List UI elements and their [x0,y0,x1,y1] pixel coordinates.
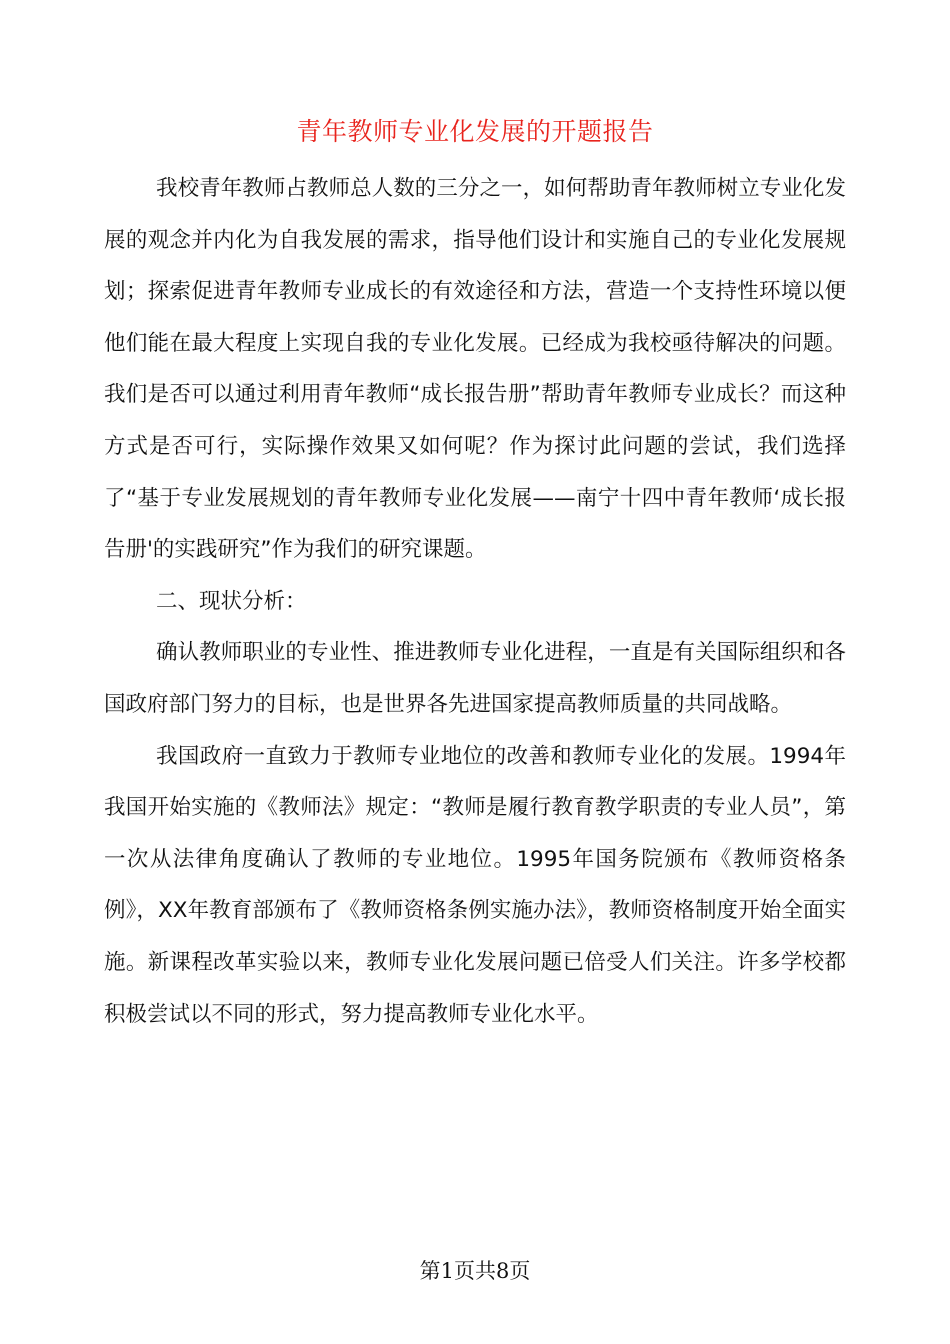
section-heading-status-analysis: 二、现状分析： [156,588,307,614]
document-title: 青年教师专业化发展的开题报告 [296,117,654,146]
paragraph-international-goal: 确认教师职业的专业性、推进教师专业化进程，一直是有关国际组织和各国政府部门努力的目标，也是世界各先进国家提高教师质量的共同战略。 [104,640,846,717]
paragraph-national-policy: 我国政府一直致力于教师专业地位的改善和教师专业化的发展。1994年我国开始实施的《教师法》规定：“教师是履行教育教学职责的专业人员”，第一次从法律角度确认了教师的专业地位。1995年国务院颁布《教师资格条例》，XX年教育部颁布了《教师资格条例实施办法》，教师资格制度开始全面实施。新课程改革实验以来，教师专业化发展问题已倍受人们关注。许多学校都积极尝试以不同的形式，努力提高教师专业化水平。 [104,743,846,1027]
document-body [104,163,846,1040]
paragraph-introduction: 我校青年教师占教师总人数的三分之一，如何帮助青年教师树立专业化发展的观念并内化为自我发展的需求，指导他们设计和实施自己的专业化发展规划；探索促进青年教师专业成长的有效途径和方法，营造一个支持性环境以便他们能在最大程度上实现自我的专业化发展。已经成为我校亟待解决的问题。我们是否可以通过利用青年教师“成长报告册”帮助青年教师专业成长？而这种方式是否可行，实际操作效果又如何呢？作为探讨此问题的尝试，我们选择了“基于专业发展规划的青年教师专业化发展——南宁十四中青年教师‘成长报告册'的实践研究”作为我们的研究课题。 [104,176,846,563]
page-number-footer: 第1页共8页 [419,1259,531,1283]
